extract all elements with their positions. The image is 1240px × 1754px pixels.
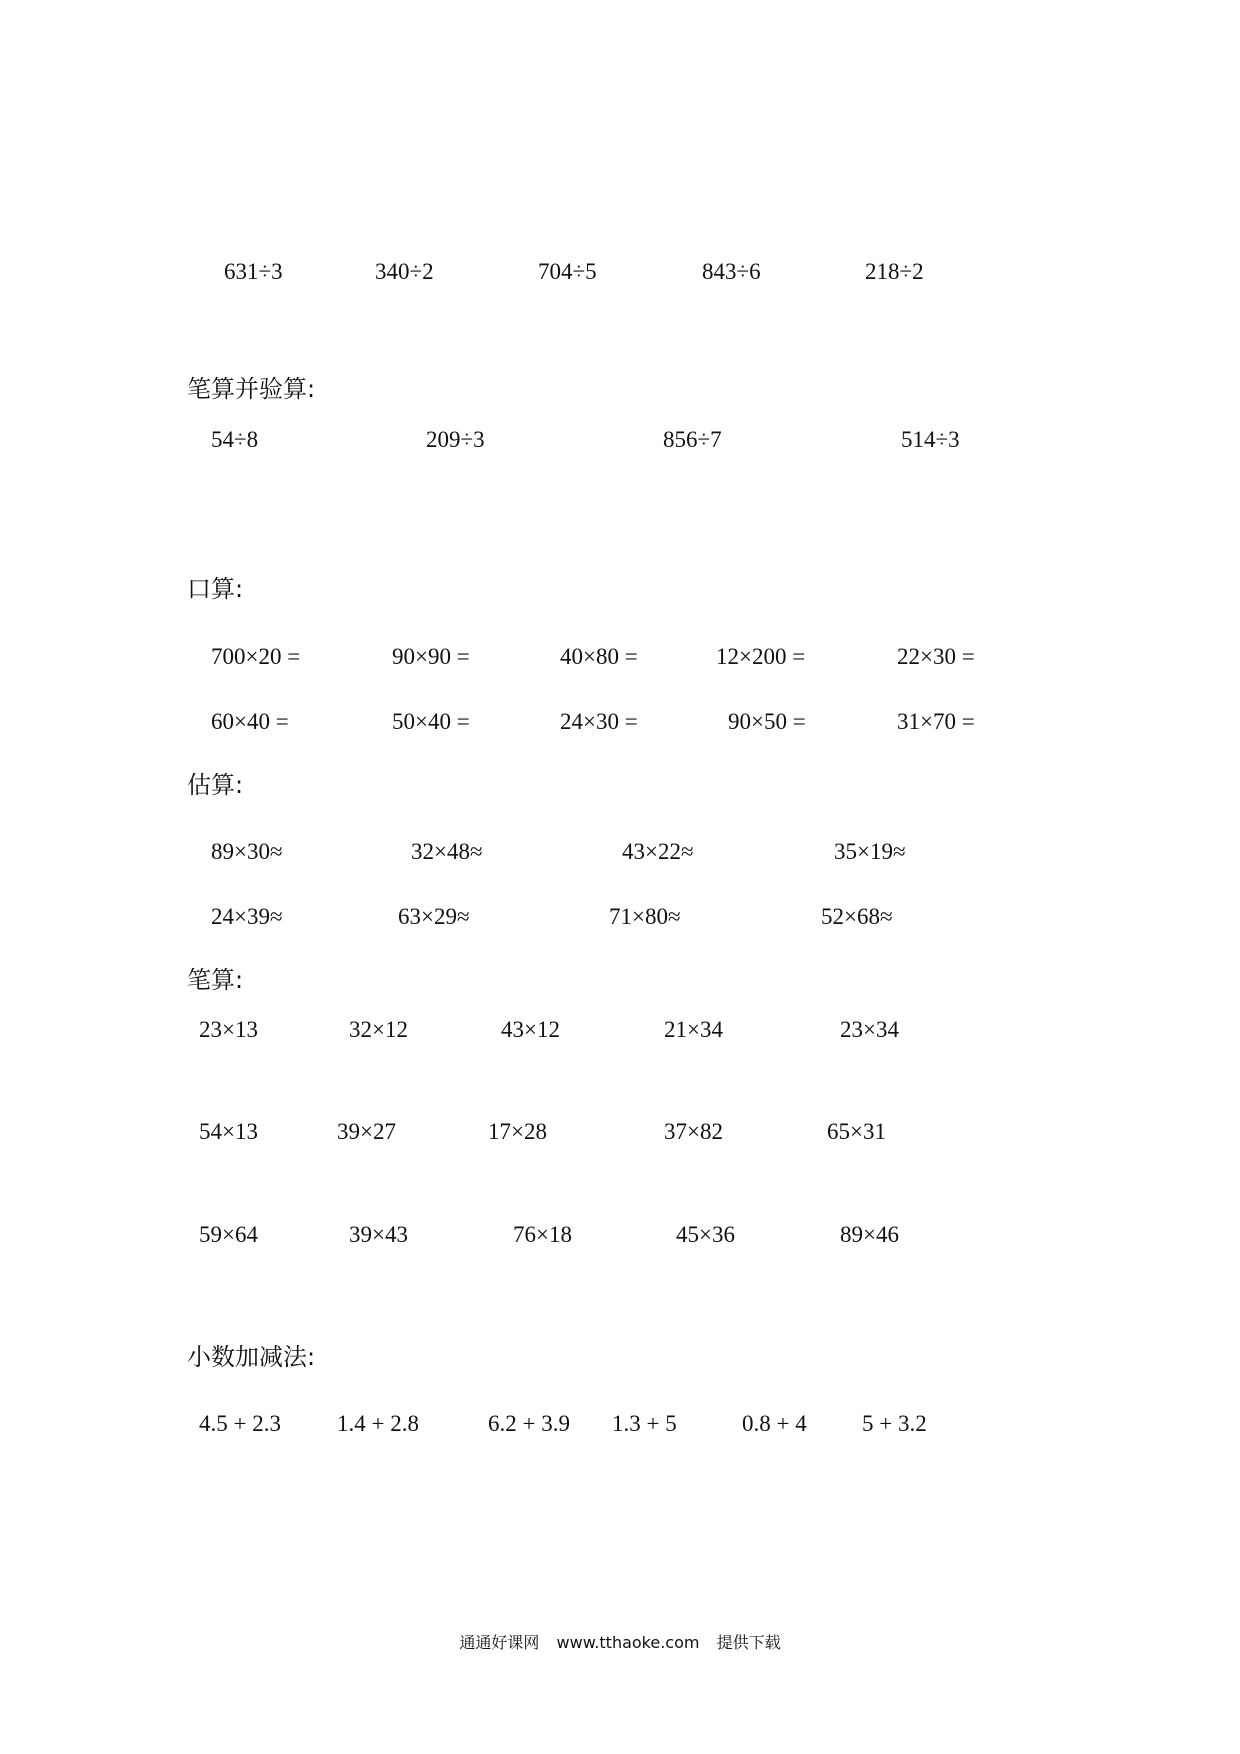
problem: 23×13	[199, 1017, 258, 1042]
problem: 50×40 =	[392, 709, 470, 734]
problem: 43×22≈	[622, 839, 694, 864]
problem: 59×64	[199, 1222, 258, 1247]
estimate-row-2	[0, 901, 1240, 941]
footer-suffix: 提供下载	[716, 1633, 781, 1652]
problem: 32×48≈	[411, 839, 483, 864]
problem: 63×29≈	[398, 904, 470, 929]
problem: 0.8 + 4	[742, 1411, 807, 1436]
problem: 209÷3	[426, 427, 485, 452]
problem: 89×46	[840, 1222, 899, 1247]
problem: 54÷8	[211, 427, 259, 452]
problem: 76×18	[513, 1222, 572, 1247]
page-footer	[0, 1632, 1240, 1654]
written-check-row	[0, 424, 1240, 464]
problem: 39×27	[337, 1119, 396, 1144]
written-row-2	[0, 1116, 1240, 1156]
problem: 37×82	[664, 1119, 723, 1144]
written-row-3	[0, 1219, 1240, 1259]
problem: 43×12	[501, 1017, 560, 1042]
section-heading-mental: 口算:	[187, 575, 244, 603]
problem: 700×20 =	[211, 644, 301, 669]
division-top-row	[0, 256, 1240, 296]
problem: 71×80≈	[609, 904, 681, 929]
problem: 90×50 =	[728, 709, 806, 734]
problem: 40×80 =	[560, 644, 638, 669]
problem: 24×30 =	[560, 709, 638, 734]
problem: 340÷2	[375, 259, 434, 284]
problem: 17×28	[488, 1119, 547, 1144]
problem: 39×43	[349, 1222, 408, 1247]
problem: 5 + 3.2	[862, 1411, 927, 1436]
problem: 218÷2	[865, 259, 924, 284]
problem: 1.3 + 5	[612, 1411, 677, 1436]
footer-url[interactable]: www.tthaoke.com	[556, 1633, 700, 1652]
problem: 704÷5	[538, 259, 597, 284]
problem: 60×40 =	[211, 709, 289, 734]
section-heading-estimate: 估算:	[187, 771, 244, 799]
problem: 52×68≈	[821, 904, 893, 929]
footer-brand: 通通好课网	[459, 1633, 540, 1652]
mental-row-2	[0, 706, 1240, 746]
section-heading-written-check: 笔算并验算:	[187, 375, 316, 403]
problem: 631÷3	[224, 259, 283, 284]
problem: 89×30≈	[211, 839, 283, 864]
problem: 12×200 =	[716, 644, 806, 669]
problem: 90×90 =	[392, 644, 470, 669]
problem: 4.5 + 2.3	[199, 1411, 281, 1436]
problem: 24×39≈	[211, 904, 283, 929]
problem: 22×30 =	[897, 644, 975, 669]
section-heading-written: 笔算:	[187, 966, 244, 994]
written-row-1	[0, 1014, 1240, 1054]
problem: 21×34	[664, 1017, 723, 1042]
problem: 31×70 =	[897, 709, 975, 734]
mental-row-1	[0, 641, 1240, 681]
problem: 843÷6	[702, 259, 761, 284]
decimal-row	[0, 1408, 1240, 1448]
problem: 856÷7	[663, 427, 722, 452]
problem: 32×12	[349, 1017, 408, 1042]
section-heading-decimal: 小数加减法:	[187, 1343, 316, 1371]
problem: 1.4 + 2.8	[337, 1411, 419, 1436]
problem: 514÷3	[901, 427, 960, 452]
problem: 54×13	[199, 1119, 258, 1144]
problem: 35×19≈	[834, 839, 906, 864]
problem: 45×36	[676, 1222, 735, 1247]
estimate-row-1	[0, 836, 1240, 876]
problem: 6.2 + 3.9	[488, 1411, 570, 1436]
problem: 65×31	[827, 1119, 886, 1144]
problem: 23×34	[840, 1017, 899, 1042]
